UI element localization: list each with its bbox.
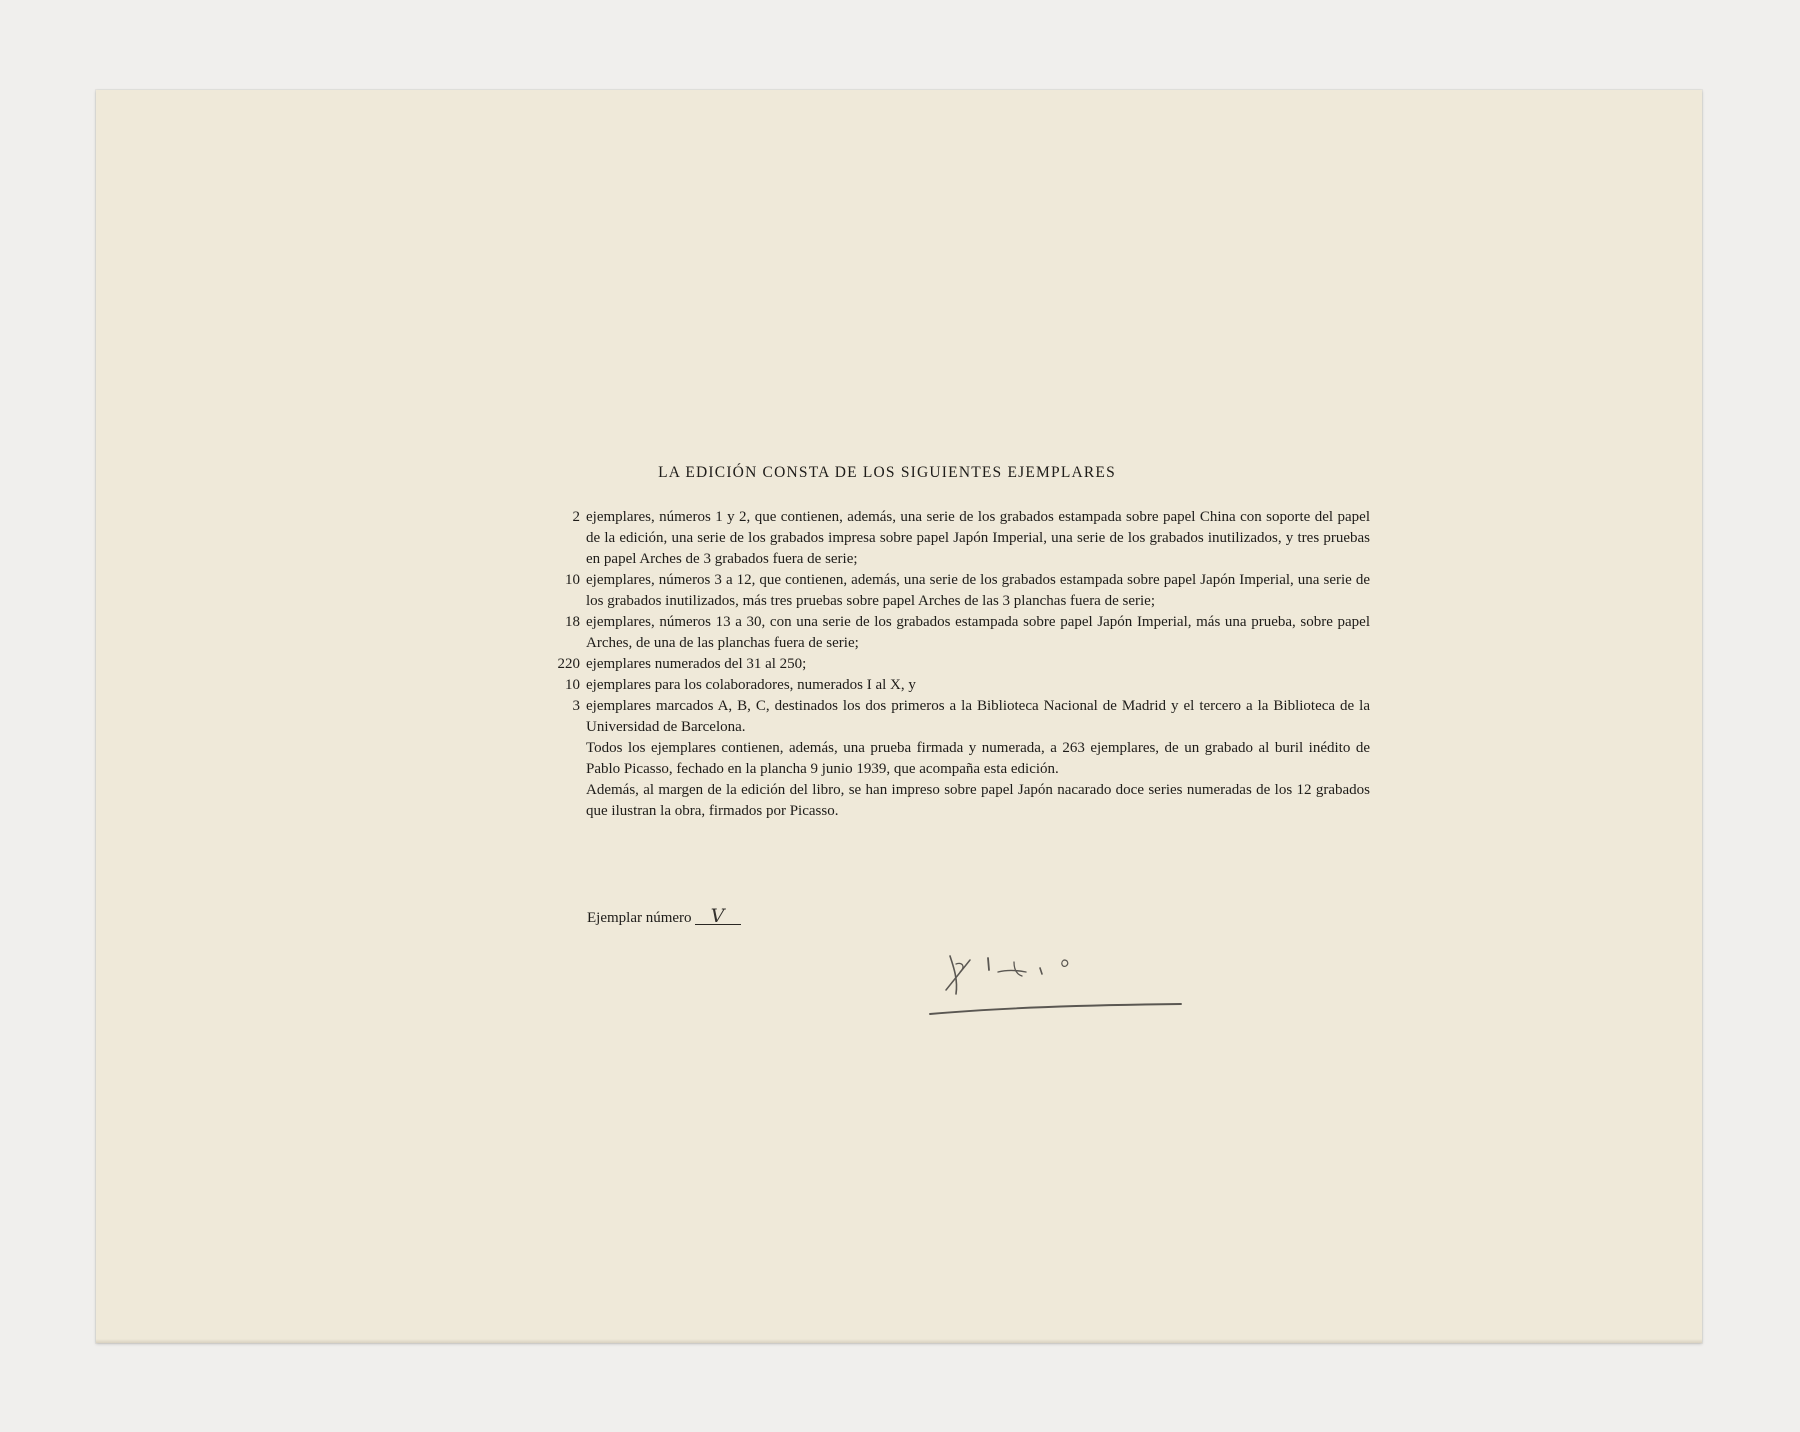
entry-count: 220 bbox=[557, 656, 580, 672]
entry-text: ejemplares, números 1 y 2, que contienen, además, una serie de los grabados estampada sobre papel China con soporte del papel de la edición, una serie de los grabados impresa sobre papel Japón Imperial, una serie de los grabados inutilizados, y tres pruebas en papel Arches de 3 grabados fuera de serie; bbox=[586, 509, 1370, 567]
entry-count: 10 bbox=[565, 677, 580, 693]
page-title: LA EDICIÓN CONSTA DE LOS SIGUIENTES EJEMPLARES bbox=[658, 464, 1116, 481]
edition-entry-4 bbox=[548, 654, 1370, 675]
edition-entry-3 bbox=[548, 612, 1370, 654]
paper-sheet bbox=[96, 90, 1702, 1343]
copy-number-line bbox=[587, 905, 741, 927]
entry-count: 18 bbox=[565, 614, 580, 630]
entry-count: 3 bbox=[572, 698, 580, 714]
edition-list bbox=[548, 507, 1370, 822]
entry-text: ejemplares, números 13 a 30, con una serie de los grabados estampada sobre papel Japón Imperial, más una prueba, sobre papel Arches, de una de las planchas fuera de serie; bbox=[586, 614, 1370, 651]
edition-note-1: Todos los ejemplares contienen, además, una prueba firmada y numerada, a 263 ejemplares, de un grabado al buril inédito de Pablo Picasso, fechado en la plancha 9 junio 1939, que acompaña esta edición. bbox=[586, 740, 1370, 777]
edition-entry-5 bbox=[548, 675, 1370, 696]
edition-entry-6 bbox=[548, 696, 1370, 738]
edition-note-2: Además, al margen de la edición del libro, se han impreso sobre papel Japón nacarado doce series numeradas de los 12 grabados que ilustran la obra, firmados por Picasso. bbox=[586, 782, 1370, 819]
edition-entry-2 bbox=[548, 570, 1370, 612]
copy-number-value: V bbox=[695, 908, 741, 925]
entry-text: ejemplares numerados del 31 al 250; bbox=[586, 656, 807, 672]
entry-count: 10 bbox=[565, 572, 580, 588]
entry-text: ejemplares para los colaboradores, numerados I al X, y bbox=[586, 677, 916, 693]
signature-icon bbox=[926, 950, 1186, 1020]
entry-text: ejemplares marcados A, B, C, destinados los dos primeros a la Biblioteca Nacional de Madrid y el tercero a la Biblioteca de la Universidad de Barcelona. bbox=[586, 698, 1370, 735]
copy-number-label: Ejemplar número bbox=[587, 910, 692, 926]
entry-count: 2 bbox=[572, 509, 580, 525]
edition-entry-1 bbox=[548, 507, 1370, 570]
entry-text: ejemplares, números 3 a 12, que contienen, además, una serie de los grabados estampada sobre papel Japón Imperial, una serie de los grabados inutilizados, más tres pruebas sobre papel Arches de las 3 planchas fuera de serie; bbox=[586, 572, 1370, 609]
